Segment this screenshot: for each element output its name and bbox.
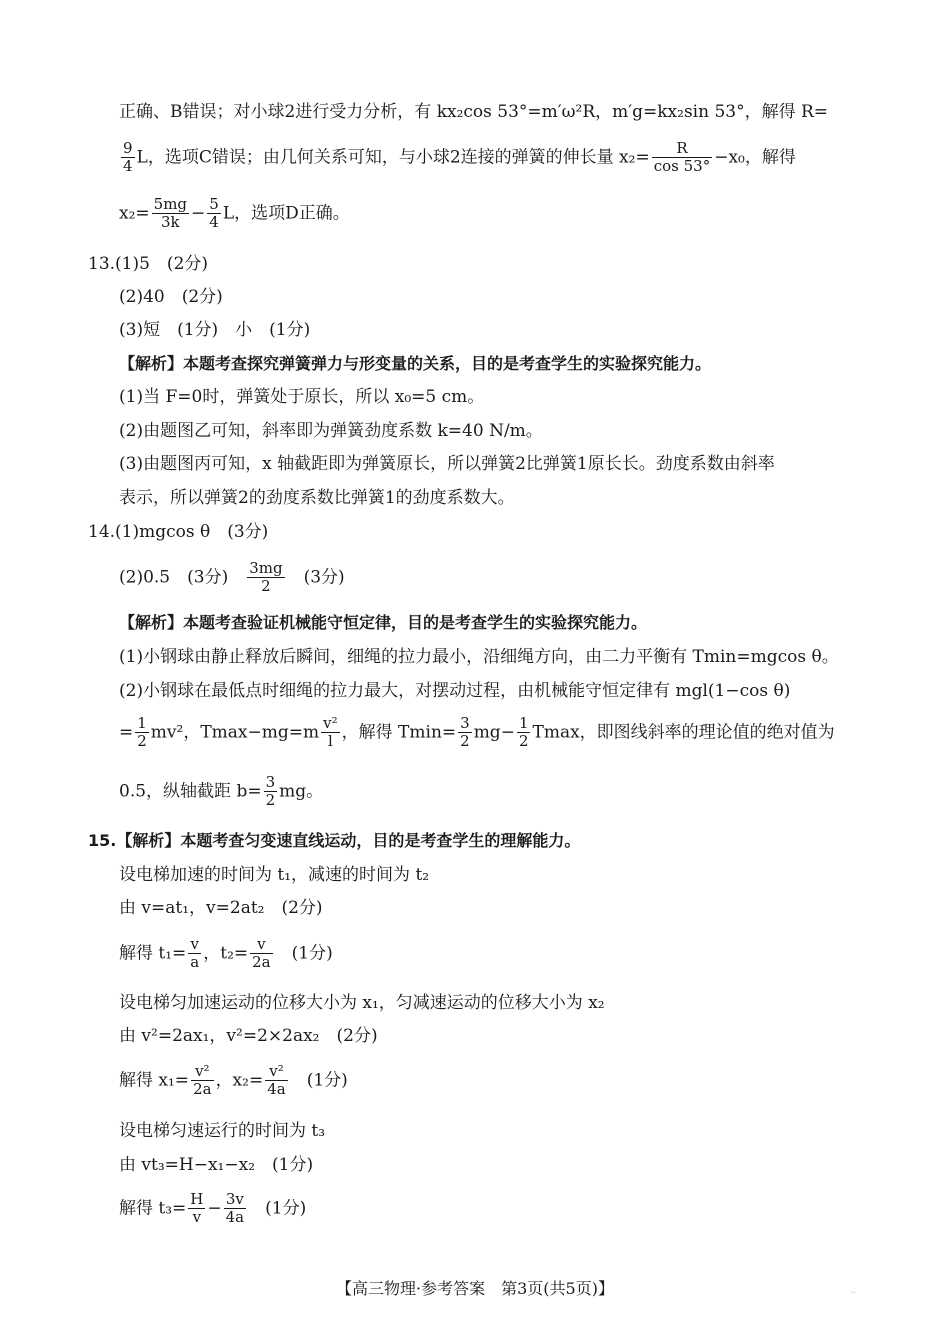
fraction: $\frac{3}{2}$ <box>265 773 276 810</box>
fraction: $\frac{1}{2}$ <box>518 714 529 751</box>
fraction: $\frac{5mg}{3k}$ <box>153 195 188 232</box>
fraction: $\frac{R}{\cos 53^\circ}$ <box>653 139 711 176</box>
fraction: $\frac{3v}{4a}$ <box>225 1190 245 1227</box>
fraction: $\frac{v}{2a}$ <box>252 935 271 972</box>
q15-step-6: 解得 x₁= $\frac{\text{v²}}{2a}$ ，x₂= $\frac{\text{v²}}{4a}$ (1分) <box>119 1062 348 1099</box>
q15-step-7: 设电梯匀速运行的时间为 t₃ <box>119 1121 326 1141</box>
q15-step-3: 解得 t₁= $\frac{v}{a}$ ，t₂= $\frac{v}{2a}$ (1分) <box>119 935 333 972</box>
q15-step-1: 设电梯加速的时间为 t₁，减速的时间为 t₂ <box>119 865 430 885</box>
q15-step-2: 由 v=at₁，v=2at₂ (2分) <box>119 898 323 918</box>
q14-explain-2: (2)小钢球在最低点时细绳的拉力最大，对摆动过程，由机械能守恒定律有 mgl(1−cos θ) <box>119 681 791 701</box>
fraction: $\frac{\text{v²}}{2a}$ <box>193 1062 212 1099</box>
p12-line-1: 正确、B错误；对小球2进行受力分析，有 kx₂cos 53°=m′ω²R，m′g=kx₂sin 53°，解得 R= <box>119 102 829 122</box>
fraction: $\frac{1}{2}$ <box>137 714 147 751</box>
q15-analysis-heading: 15.【解析】本题考查匀变速直线运动，目的是考查学生的理解能力。 <box>88 831 581 850</box>
fraction: $\frac{\text{v²}}{l}$ <box>323 714 338 751</box>
q15-step-5: 由 v²=2ax₁，v²=2×2ax₂ (2分) <box>119 1026 378 1046</box>
q14-answer-1: 14.(1)mgcos θ (3分) <box>88 522 269 542</box>
p12-line-3: x₂= $\frac{5mg}{3k}$ − $\frac{5}{4}$ L，选项D正确。 <box>119 195 350 232</box>
q13-answer-2: (2)40 (2分) <box>119 287 223 307</box>
fraction: $\frac{H}{v}$ <box>190 1190 204 1227</box>
q13-explain-1: (1)当 F=0时，弹簧处于原长，所以 x₀=5 cm。 <box>119 387 485 407</box>
q14-explain-1: (1)小钢球由静止释放后瞬间，细绳的拉力最小，沿细绳方向，由二力平衡有 Tmin=mgcos θ。 <box>119 647 839 667</box>
q13-answer-3: (3)短 (1分) 小 (1分) <box>119 320 311 340</box>
fraction: $\frac{\text{v²}}{4a}$ <box>267 1062 286 1099</box>
q13-explain-3: (3)由题图丙可知，x 轴截距即为弹簧原长，所以弹簧2比弹簧1原长长。劲度系数由斜率 <box>119 454 775 474</box>
q14-analysis-heading: 【解析】本题考查验证机械能守恒定律，目的是考查学生的实验探究能力。 <box>119 613 648 632</box>
corner-mark: ·- <box>850 1288 856 1298</box>
p12-line-2: $\frac{9}{4}$ L，选项C错误；由几何关系可知，与小球2连接的弹簧的伸长量 x₂= $\frac{R}{\cos 53^\circ}$ −x₀，解得 <box>123 139 796 176</box>
q13-answer-1: 13.(1)5 (2分) <box>88 254 209 274</box>
q14-explain-3: = $\frac{1}{2}$ mv²，Tmax−mg=m $\frac{\text{v²}}{l}$ ，解得 Tmin= $\frac{3}{2}$ mg− $\frac{1}{2}$ Tmax，即图线斜率的理论值的绝对值为 <box>119 714 835 751</box>
q13-explain-4: 表示，所以弹簧2的劲度系数比弹簧1的劲度系数大。 <box>119 488 515 508</box>
fraction: $\frac{3mg}{2}$ <box>249 559 283 596</box>
fraction: $\frac{5}{4}$ <box>209 195 219 232</box>
q15-step-4: 设电梯匀加速运动的位移大小为 x₁，匀减速运动的位移大小为 x₂ <box>119 993 605 1013</box>
q14-explain-4: 0.5，纵轴截距 b= $\frac{3}{2}$ mg。 <box>119 773 324 810</box>
fraction: $\frac{v}{a}$ <box>190 935 200 972</box>
q13-analysis-heading: 【解析】本题考查探究弹簧弹力与形变量的关系，目的是考查学生的实验探究能力。 <box>119 354 712 373</box>
q13-explain-2: (2)由题图乙可知，斜率即为弹簧劲度系数 k=40 N/m。 <box>119 421 543 441</box>
q15-step-8: 由 vt₃=H−x₁−x₂ (1分) <box>119 1155 314 1175</box>
page-footer: 【高三物理·参考答案 第3页(共5页)】 <box>336 1279 614 1298</box>
q15-step-9: 解得 t₃= $\frac{H}{v}$ − $\frac{3v}{4a}$ (1分) <box>119 1190 307 1227</box>
fraction: $\frac{9}{4}$ <box>123 139 133 176</box>
q14-answer-2: (2)0.5 (3分) $\frac{3mg}{2}$ (3分) <box>119 559 345 596</box>
fraction: $\frac{3}{2}$ <box>460 714 470 751</box>
